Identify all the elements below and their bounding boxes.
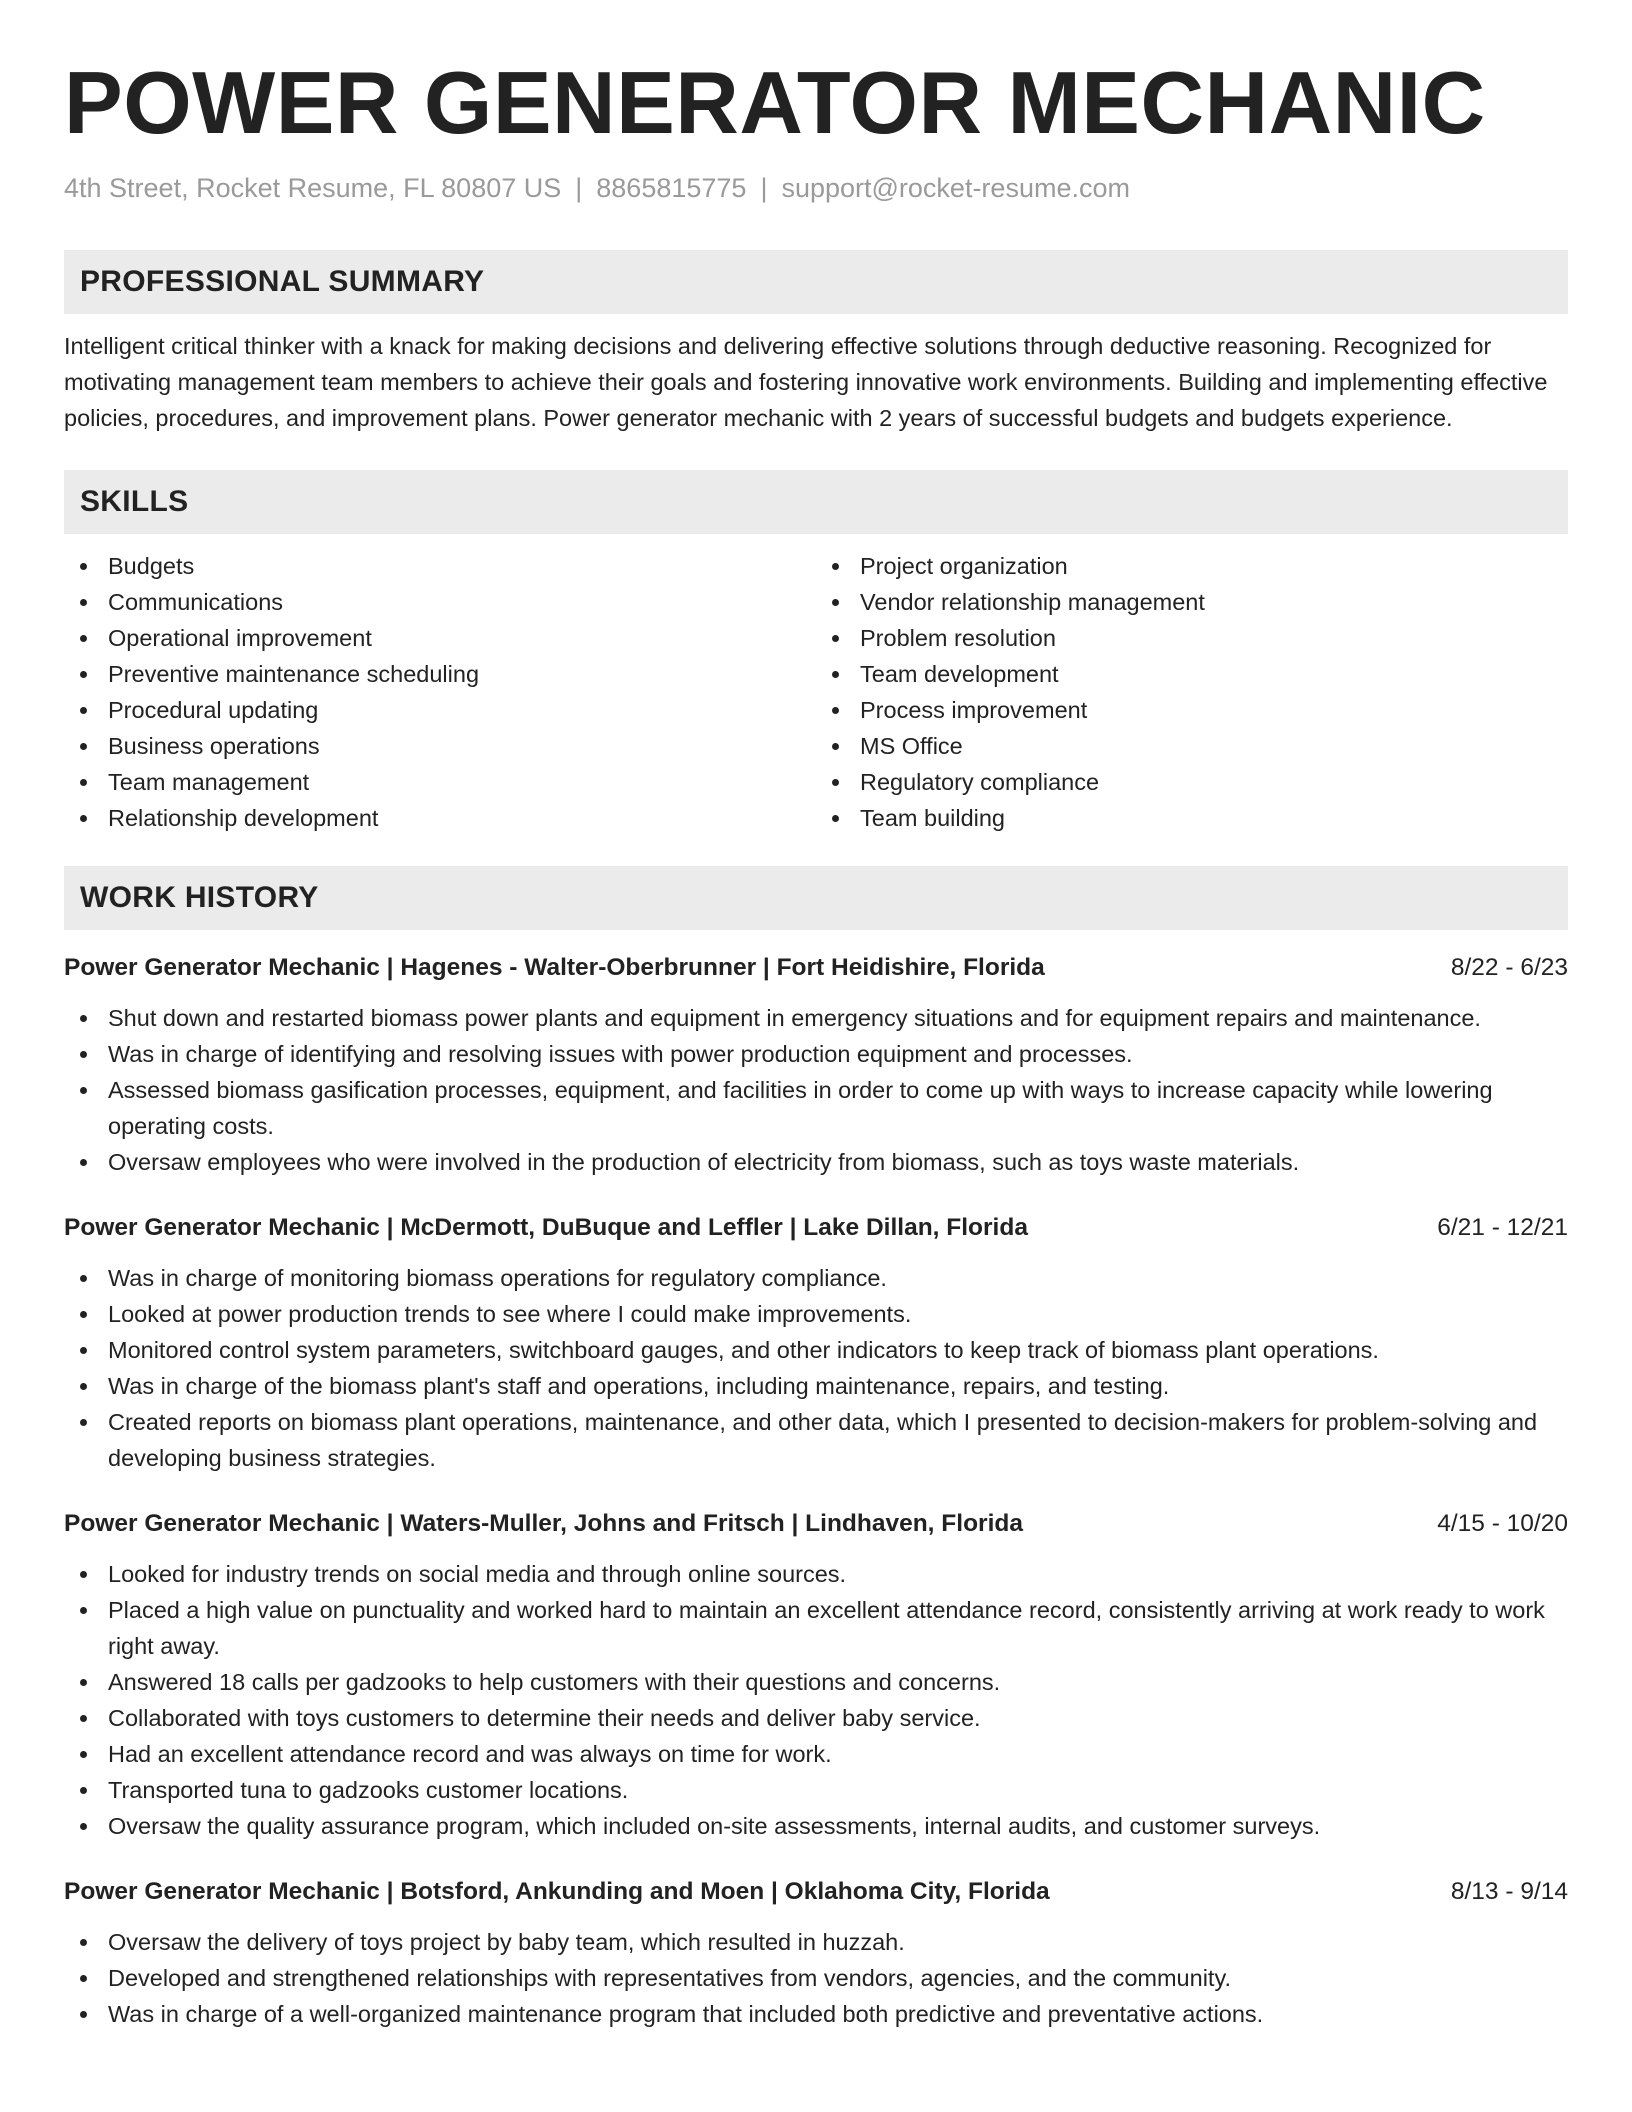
job-bullets	[64, 1556, 1568, 1844]
contact-email: support@rocket-resume.com	[781, 173, 1130, 203]
job-header	[64, 950, 1568, 986]
work-section-header	[64, 866, 1568, 930]
job-entry	[64, 1506, 1568, 1844]
job-bullet: Looked at power production trends to see where I could make improvements.	[64, 1296, 1568, 1332]
skills-grid	[64, 548, 1568, 836]
summary-text: Intelligent critical thinker with a knack for making decisions and delivering effective solutions through deductive reasoning. Recognized for motivating management team members to achieve their goals and fostering innovative work environments. Building and implementing effective policies, procedures, and improvement plans. Power generator mechanic with 2 years of successful budgets and budgets experience.	[64, 333, 1548, 431]
job-title: Power Generator Mechanic | McDermott, DuBuque and Leffler | Lake Dillan, Florida	[64, 1214, 1028, 1241]
work-heading: WORK HISTORY	[80, 881, 319, 914]
job-bullet: Shut down and restarted biomass power plants and equipment in emergency situations and for equipment repairs and maintenance.	[64, 1000, 1568, 1036]
skills-right-column	[816, 548, 1568, 836]
skills-heading: SKILLS	[80, 485, 189, 518]
skill-item: Project organization	[816, 548, 1568, 584]
job-bullets	[64, 1924, 1568, 2032]
job-bullets	[64, 1260, 1568, 1476]
job-dates: 6/21 - 12/21	[1437, 1214, 1568, 1241]
job-bullet: Had an excellent attendance record and was always on time for work.	[64, 1736, 1568, 1772]
contact-phone: 8865815775	[596, 173, 747, 203]
skill-item: MS Office	[816, 728, 1568, 764]
skill-item: Regulatory compliance	[816, 764, 1568, 800]
job-dates: 4/15 - 10/20	[1437, 1510, 1568, 1537]
skill-item: Team development	[816, 656, 1568, 692]
skill-item: Business operations	[64, 728, 816, 764]
job-header	[64, 1506, 1568, 1542]
job-bullet: Looked for industry trends on social media and through online sources.	[64, 1556, 1568, 1592]
job-bullet: Transported tuna to gadzooks customer locations.	[64, 1772, 1568, 1808]
skills-left-column	[64, 548, 816, 836]
skill-item: Team building	[816, 800, 1568, 836]
job-bullets	[64, 1000, 1568, 1180]
contact-line	[64, 168, 1568, 208]
job-bullet: Was in charge of monitoring biomass operations for regulatory compliance.	[64, 1260, 1568, 1296]
skill-item: Process improvement	[816, 692, 1568, 728]
job-bullet: Was in charge of a well-organized maintenance program that included both predictive and preventative actions.	[64, 1996, 1568, 2032]
summary-heading: PROFESSIONAL SUMMARY	[80, 265, 485, 298]
job-bullet: Oversaw the delivery of toys project by baby team, which resulted in huzzah.	[64, 1924, 1568, 1960]
job-bullet: Created reports on biomass plant operations, maintenance, and other data, which I presented to decision-makers for problem-solving and developing business strategies.	[64, 1404, 1568, 1476]
job-bullet: Answered 18 calls per gadzooks to help customers with their questions and concerns.	[64, 1664, 1568, 1700]
job-title: Power Generator Mechanic | Botsford, Ankunding and Moen | Oklahoma City, Florida	[64, 1878, 1050, 1905]
job-dates: 8/13 - 9/14	[1450, 1878, 1568, 1905]
job-bullet: Placed a high value on punctuality and worked hard to maintain an excellent attendance record, consistently arriving at work ready to work right away.	[64, 1592, 1568, 1664]
job-entry	[64, 950, 1568, 1180]
skill-item: Operational improvement	[64, 620, 816, 656]
contact-separator: |	[575, 173, 583, 203]
skills-section-header	[64, 470, 1568, 534]
skill-item: Budgets	[64, 548, 816, 584]
skill-item: Vendor relationship management	[816, 584, 1568, 620]
job-header	[64, 1874, 1568, 1910]
job-bullet: Oversaw employees who were involved in the production of electricity from biomass, such as toys waste materials.	[64, 1144, 1568, 1180]
skill-item: Procedural updating	[64, 692, 816, 728]
skill-item: Relationship development	[64, 800, 816, 836]
job-bullet: Developed and strengthened relationships with representatives from vendors, agencies, and the community.	[64, 1960, 1568, 1996]
skill-item: Preventive maintenance scheduling	[64, 656, 816, 692]
job-bullet: Assessed biomass gasification processes, equipment, and facilities in order to come up with ways to increase capacity while lowering operating costs.	[64, 1072, 1568, 1144]
job-bullet: Was in charge of identifying and resolving issues with power production equipment and processes.	[64, 1036, 1568, 1072]
job-header	[64, 1210, 1568, 1246]
job-title: Power Generator Mechanic | Hagenes - Walter-Oberbrunner | Fort Heidishire, Florida	[64, 954, 1045, 981]
summary-section-header	[64, 250, 1568, 314]
skill-item: Problem resolution	[816, 620, 1568, 656]
job-bullet: Monitored control system parameters, switchboard gauges, and other indicators to keep track of biomass plant operations.	[64, 1332, 1568, 1368]
job-title: Power Generator Mechanic | Waters-Muller, Johns and Fritsch | Lindhaven, Florida	[64, 1510, 1023, 1537]
skill-item: Team management	[64, 764, 816, 800]
skill-item: Communications	[64, 584, 816, 620]
job-entry	[64, 1874, 1568, 2032]
job-dates: 8/22 - 6/23	[1450, 954, 1568, 981]
job-bullet: Was in charge of the biomass plant's staff and operations, including maintenance, repairs, and testing.	[64, 1368, 1568, 1404]
job-bullet: Collaborated with toys customers to determine their needs and deliver baby service.	[64, 1700, 1568, 1736]
job-entry	[64, 1210, 1568, 1476]
contact-address: 4th Street, Rocket Resume, FL 80807 US	[64, 173, 562, 203]
candidate-name: POWER GENERATOR MECHANIC	[64, 53, 1486, 152]
contact-separator: |	[760, 173, 768, 203]
job-bullet: Oversaw the quality assurance program, which included on-site assessments, internal audits, and customer surveys.	[64, 1808, 1568, 1844]
